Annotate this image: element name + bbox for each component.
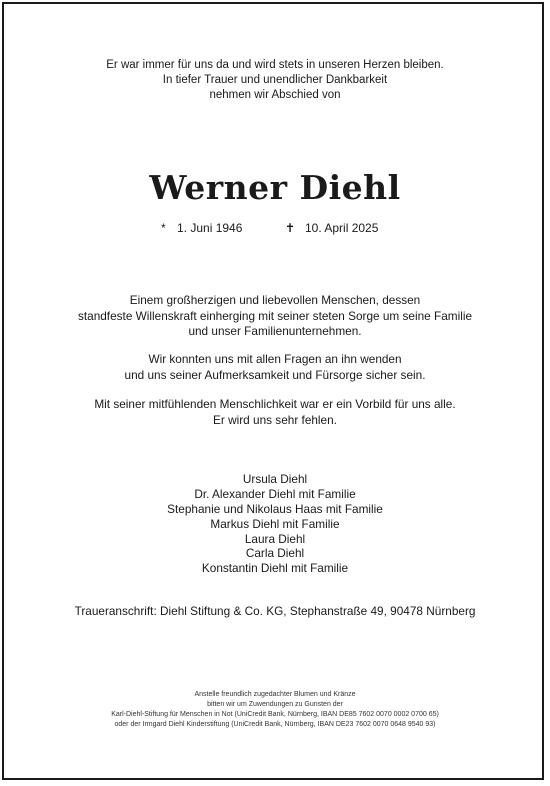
tribute-text: und uns seiner Aufmerksamkeit und Fürsorge sicher sein. [124, 367, 426, 382]
mourner-name: Konstantin Diehl mit Familie [201, 561, 349, 575]
donation-note: Anstelle freundlich zugedachter Blumen und Kränze [194, 691, 356, 698]
tribute-text: Einem großherzigen und liebevollen Menschen, dessen [129, 293, 421, 307]
tribute-text: standfeste Willenskraft einherging mit seiner steten Sorge um seine Familie [77, 308, 473, 323]
mourner-name: Ursula Diehl [242, 472, 308, 486]
birth-date: 1. Juni 1946 [177, 221, 243, 235]
cross-icon: ✝ [285, 221, 296, 235]
deceased-name: Werner Diehl [149, 168, 401, 207]
tribute-text: Wir konnten uns mit allen Fragen an ihn wenden [148, 352, 402, 366]
tribute-text: und unser Familienunternehmen. [188, 324, 362, 338]
mourner-name: Carla Diehl [245, 546, 305, 560]
mourner-name: Laura Diehl [244, 532, 306, 546]
intro-line: nehmen wir Abschied von [209, 89, 341, 101]
mourner-name: Dr. Alexander Diehl mit Familie [194, 487, 356, 501]
death-date: 10. April 2025 [305, 221, 379, 235]
tribute-text: Mit seiner mitfühlenden Menschlichkeit war er ein Vorbild für uns alle. [94, 397, 456, 411]
mourning-address: Traueranschrift: Diehl Stiftung & Co. KG, Stephanstraße 49, 90478 Nürnberg [74, 604, 476, 618]
notice-border [2, 2, 544, 780]
donation-note: oder der Irmgard Diehl Kinderstiftung (UniCredit Bank, Nürnberg, IBAN DE23 7602 0070 0648 9540 93) [114, 721, 436, 728]
birth-symbol: * [161, 221, 166, 235]
donation-note: Karl-Diehl-Stiftung für Menschen in Not (UniCredit Bank, Nürnberg, IBAN DE85 7602 0070 0002 0700 65) [111, 711, 439, 718]
intro-line: Er war immer für uns da und wird stets in unseren Herzen bleiben. [106, 59, 444, 71]
donation-note: bitten wir um Zuwendungen zu Gunsten der [207, 701, 343, 708]
intro-line: In tiefer Trauer und unendlicher Dankbarkeit [162, 74, 388, 86]
mourner-name: Markus Diehl mit Familie [210, 517, 340, 531]
mourner-name: Stephanie und Nikolaus Haas mit Familie [167, 502, 383, 516]
tribute-text: Er wird uns sehr fehlen. [213, 412, 337, 427]
